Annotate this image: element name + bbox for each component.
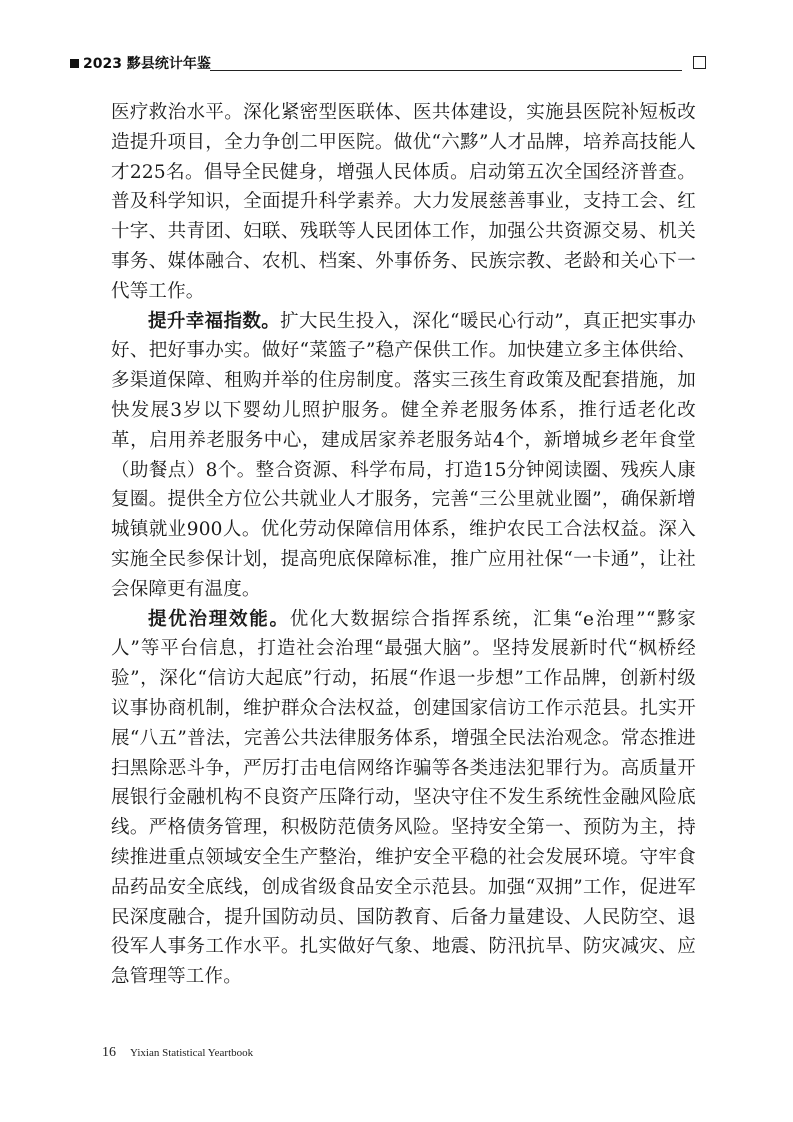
header-box-icon [693,56,706,69]
paragraph-2-heading: 提升幸福指数。 [148,310,281,332]
running-header [70,54,712,76]
paragraph-2-text: 扩大民生投入，深化“暖民心行动”，真正把实事办好、把好事办实。做好“菜篮子”稳产保供工作。加快建立多主体供给、多渠道保障、租购并举的住房制度。落实三孩生育政策及配套措施，加快发展3岁以下婴幼儿照护服务。健全养老服务体系，推行适老化改革，启用养老服务中心，建成居家养老服务站4个，新增城乡老年食堂（助餐点）8个。整合资源、科学布局，打造15分钟阅读圈、残疾人康复圈。提供全方位公共就业人才服务，完善“三公里就业圈”，确保新增城镇就业900人。优化劳动保障信用体系，维护农民工合法权益。深入实施全民参保计划，提高兜底保障标准，推广应用社保“一卡通”，让社会保障更有温度。 [111,310,696,600]
paragraph-3-heading: 提优治理效能。 [148,608,290,630]
yearbook-name: Yixian Statistical Yeartbook [130,1047,254,1059]
header-title-text: 2023 黟县统计年鉴 [83,56,211,72]
paragraph-3-text: 优化大数据综合指挥系统，汇集“e治理”“黟家人”等平台信息，打造社会治理“最强大脑”。坚持发展新时代“枫桥经验”，深化“信访大起底”行动，拓展“作退一步想”工作品牌，创新村级议事协商机制，维护群众合法权益，创建国家信访工作示范县。扎实开展“八五”普法，完善公共法律服务体系，增强全民法治观念。常态推进扫黑除恶斗争，严厉打击电信网络诈骗等各类违法犯罪行为。高质量开展银行金融机构不良资产压降行动，坚决守住不发生系统性金融风险底线。严格债务管理，积极防范债务风险。坚持安全第一、预防为主，持续推进重点领域安全生产整治，维护安全平稳的社会发展环境。守牢食品药品安全底线，创成省级食品安全示范县。加强“双拥”工作，促进军民深度融合，提升国防动员、国防教育、后备力量建设、人民防空、退役军人事务工作水平。扎实做好气象、地震、防汛抗旱、防灾减灾、应急管理等工作。 [111,608,696,988]
paragraph-2 [111,307,696,605]
page-footer [102,1044,253,1061]
paragraph-3 [111,605,696,992]
page-number: 16 [102,1045,116,1060]
header-rule [210,70,682,71]
paragraph-1 [111,98,696,307]
body-text [111,98,696,992]
header-title [70,54,211,74]
paragraph-1-text: 医疗救治水平。深化紧密型医联体、医共体建设，实施县医院补短板改造提升项目，全力争创二甲医院。做优“六黟”人才品牌，培养高技能人才225名。倡导全民健身，增强人民体质。启动第五次全国经济普查。普及科学知识，全面提升科学素养。大力发展慈善事业，支持工会、红十字、共青团、妇联、残联等人民团体工作，加强公共资源交易、机关事务、媒体融合、农机、档案、外事侨务、民族宗教、老龄和关心下一代等工作。 [111,102,696,302]
